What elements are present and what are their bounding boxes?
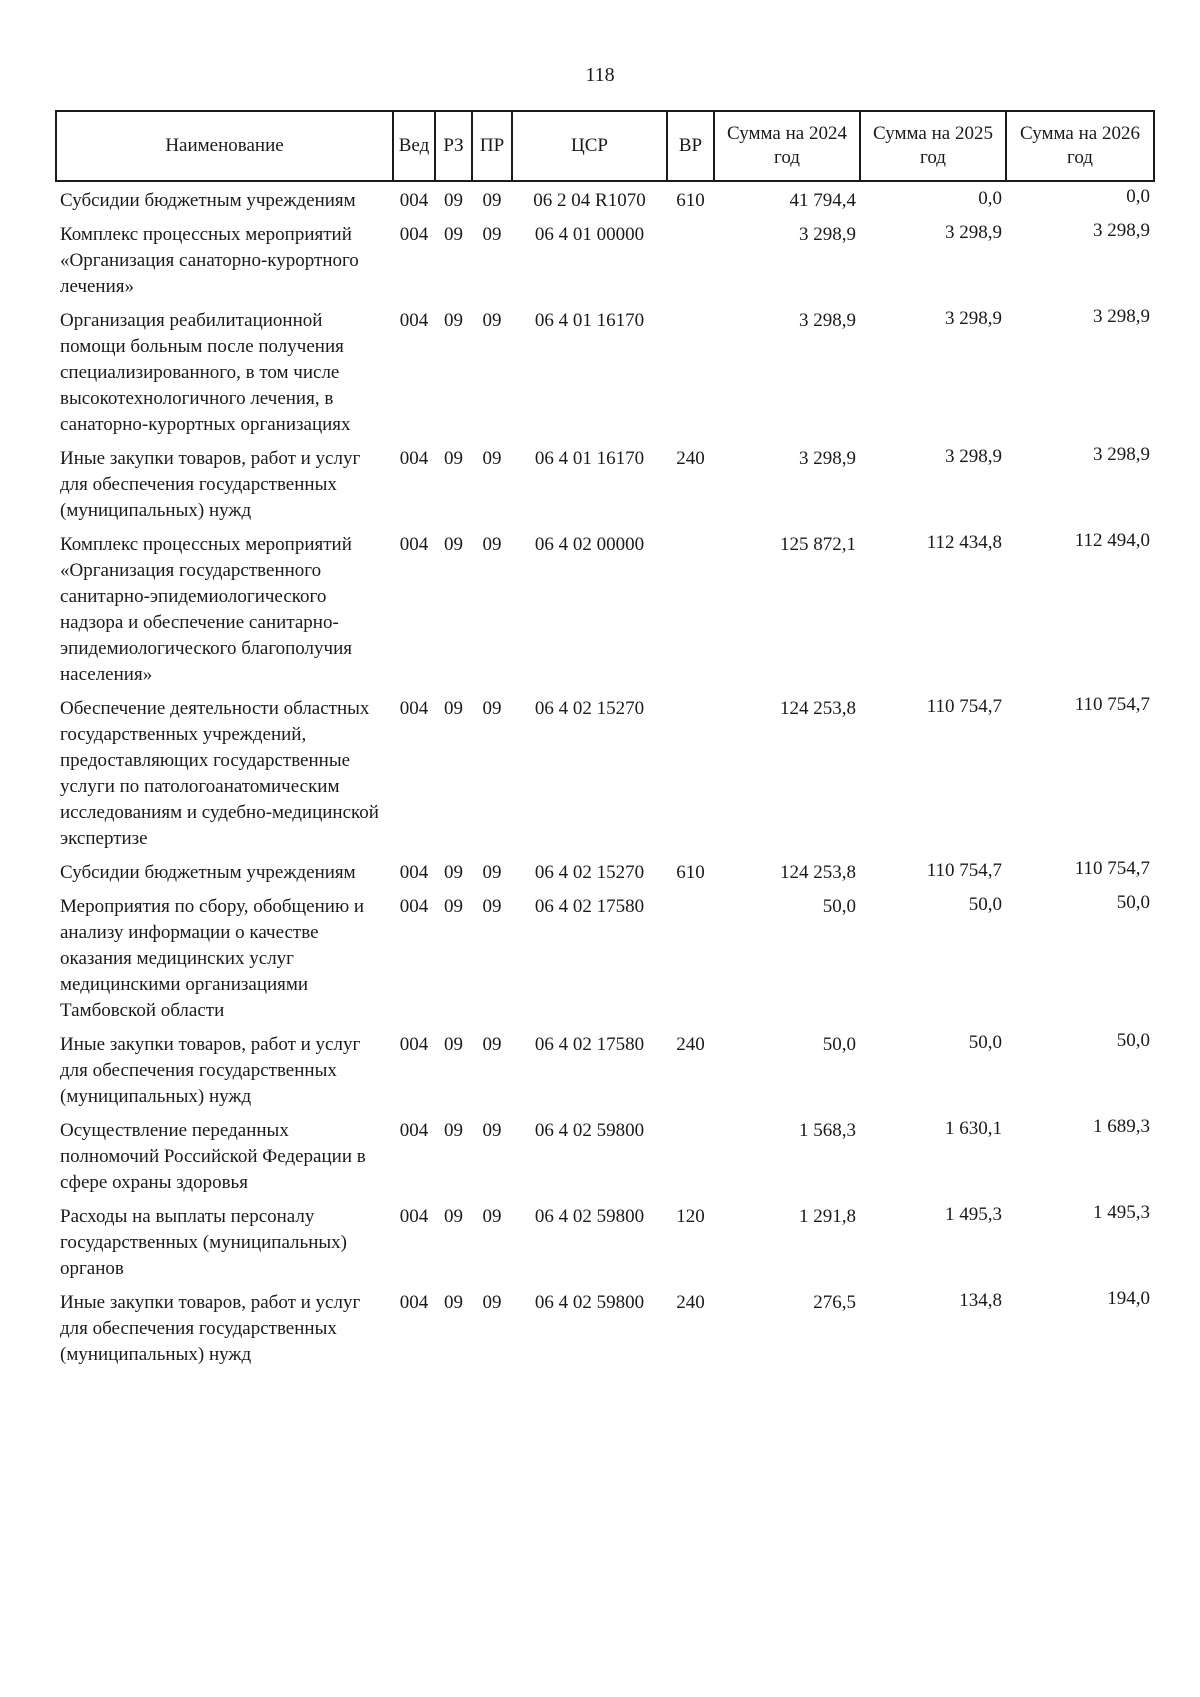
row-sum-2024: 276,5 <box>813 1292 856 1313</box>
row-vr <box>667 1112 714 1198</box>
row-vr: 120 <box>676 1206 705 1227</box>
table-row <box>56 216 1154 302</box>
row-ved: 004 <box>399 190 429 211</box>
row-name: Иные закупки товаров, работ и услуг для обеспечения государственных (муниципальных) нужд <box>60 1292 361 1365</box>
row-rz: 09 <box>444 698 463 719</box>
header-rz: РЗ <box>435 111 472 181</box>
row-sum-2025: 50,0 <box>968 1032 1002 1053</box>
header-name: Наименование <box>56 111 393 181</box>
row-pr: 09 <box>482 224 502 245</box>
row-sum-2024: 1 291,8 <box>799 1206 856 1227</box>
row-name: Комплекс процессных мероприятий «Организация государственного санитарно-эпидемиологического надзора и обеспечение санитарно-эпидемиологического благополучия населения» <box>60 534 352 685</box>
row-pr: 09 <box>482 1206 502 1227</box>
row-sum-2026: 194,0 <box>1107 1288 1150 1309</box>
row-ved: 004 <box>399 698 429 719</box>
row-pr: 09 <box>482 1120 502 1141</box>
row-rz: 09 <box>444 896 463 917</box>
row-sum-2026: 50,0 <box>1116 892 1150 913</box>
table-row <box>56 181 1154 216</box>
row-name: Организация реабилитационной помощи больным после получения специализированного, в том числе высокотехнологичного лечения, в санаторно-курортных организациях <box>60 310 351 435</box>
row-vr <box>667 690 714 854</box>
row-sum-2025: 0,0 <box>978 188 1002 209</box>
row-ved: 004 <box>399 1206 429 1227</box>
row-sum-2025: 110 754,7 <box>926 696 1002 717</box>
row-sum-2026: 112 494,0 <box>1074 530 1150 551</box>
row-rz: 09 <box>444 448 463 469</box>
row-rz: 09 <box>444 224 463 245</box>
row-ved: 004 <box>399 1034 429 1055</box>
row-sum-2026: 1 689,3 <box>1093 1116 1150 1137</box>
table-row <box>56 1284 1154 1370</box>
row-name: Субсидии бюджетным учреждениям <box>60 190 356 211</box>
row-rz: 09 <box>444 1120 463 1141</box>
header-sum-2025: Сумма на 2025 год <box>860 111 1006 181</box>
row-sum-2025: 3 298,9 <box>945 222 1002 243</box>
row-sum-2026: 3 298,9 <box>1093 306 1150 327</box>
row-ved: 004 <box>399 310 429 331</box>
row-vr: 610 <box>676 862 705 883</box>
row-vr <box>667 302 714 440</box>
row-ved: 004 <box>399 534 429 555</box>
row-csr: 06 4 02 15270 <box>534 698 645 719</box>
row-sum-2026: 3 298,9 <box>1093 444 1150 465</box>
row-name: Обеспечение деятельности областных государственных учреждений, предоставляющих государственные услуги по патологоанатомическим исследованиям и судебно-медицинской экспертизе <box>60 698 379 849</box>
row-rz: 09 <box>444 1292 463 1313</box>
row-sum-2026: 1 495,3 <box>1093 1202 1150 1223</box>
table-row <box>56 302 1154 440</box>
row-sum-2025: 134,8 <box>959 1290 1002 1311</box>
row-pr: 09 <box>482 190 502 211</box>
row-vr: 240 <box>676 1034 705 1055</box>
row-pr: 09 <box>482 1292 502 1313</box>
row-rz: 09 <box>444 862 463 883</box>
row-sum-2026: 110 754,7 <box>1074 694 1150 715</box>
row-sum-2025: 3 298,9 <box>945 446 1002 467</box>
row-sum-2024: 41 794,4 <box>789 190 856 211</box>
row-csr: 06 4 01 16170 <box>534 310 645 331</box>
row-vr: 240 <box>676 1292 705 1313</box>
row-sum-2024: 1 568,3 <box>799 1120 856 1141</box>
row-rz: 09 <box>444 190 463 211</box>
row-name: Иные закупки товаров, работ и услуг для обеспечения государственных (муниципальных) нужд <box>60 1034 361 1107</box>
row-csr: 06 4 02 59800 <box>534 1292 645 1313</box>
row-rz: 09 <box>444 310 463 331</box>
row-csr: 06 4 02 00000 <box>534 534 645 555</box>
row-pr: 09 <box>482 862 502 883</box>
row-pr: 09 <box>482 448 502 469</box>
table-body <box>56 181 1154 1370</box>
table-row <box>56 1198 1154 1284</box>
table-row <box>56 526 1154 690</box>
row-csr: 06 2 04 R1070 <box>533 190 646 211</box>
row-name: Осуществление переданных полномочий Российской Федерации в сфере охраны здоровья <box>60 1120 366 1193</box>
table-row <box>56 854 1154 888</box>
row-ved: 004 <box>399 1120 429 1141</box>
row-rz: 09 <box>444 1206 463 1227</box>
row-name: Расходы на выплаты персоналу государственных (муниципальных) органов <box>60 1206 347 1279</box>
row-csr: 06 4 01 16170 <box>534 448 645 469</box>
row-pr: 09 <box>482 1034 502 1055</box>
table-row <box>56 440 1154 526</box>
row-sum-2024: 3 298,9 <box>799 448 856 469</box>
row-sum-2024: 124 253,8 <box>780 862 856 883</box>
row-pr: 09 <box>482 698 502 719</box>
row-sum-2025: 3 298,9 <box>945 308 1002 329</box>
row-ved: 004 <box>399 224 429 245</box>
row-ved: 004 <box>399 1292 429 1313</box>
header-ved: Вед <box>393 111 435 181</box>
row-vr: 610 <box>676 190 705 211</box>
row-csr: 06 4 02 17580 <box>534 896 645 917</box>
budget-table <box>55 110 1155 1370</box>
header-csr: ЦСР <box>512 111 667 181</box>
row-name: Мероприятия по сбору, обобщению и анализу информации о качестве оказания медицинских услуг медицинскими организациями Тамбовской области <box>60 896 365 1021</box>
header-sum-2024: Сумма на 2024 год <box>714 111 860 181</box>
row-name: Комплекс процессных мероприятий «Организация санаторно-курортного лечения» <box>60 224 359 297</box>
row-csr: 06 4 02 15270 <box>534 862 645 883</box>
row-sum-2024: 3 298,9 <box>799 224 856 245</box>
row-sum-2025: 112 434,8 <box>926 532 1002 553</box>
row-ved: 004 <box>399 862 429 883</box>
row-csr: 06 4 02 17580 <box>534 1034 645 1055</box>
row-sum-2024: 50,0 <box>822 1034 856 1055</box>
row-sum-2024: 3 298,9 <box>799 310 856 331</box>
page-number: 118 <box>585 64 615 86</box>
row-sum-2024: 50,0 <box>822 896 856 917</box>
row-sum-2024: 125 872,1 <box>780 534 856 555</box>
row-csr: 06 4 02 59800 <box>534 1120 645 1141</box>
row-vr <box>667 526 714 690</box>
row-vr <box>667 216 714 302</box>
table-row <box>56 888 1154 1026</box>
table-row <box>56 690 1154 854</box>
row-sum-2025: 1 495,3 <box>945 1204 1002 1225</box>
row-pr: 09 <box>482 310 502 331</box>
row-pr: 09 <box>482 896 502 917</box>
row-pr: 09 <box>482 534 502 555</box>
row-sum-2024: 124 253,8 <box>780 698 856 719</box>
row-vr: 240 <box>676 448 705 469</box>
row-name: Субсидии бюджетным учреждениям <box>60 862 356 883</box>
row-csr: 06 4 01 00000 <box>534 224 645 245</box>
row-sum-2025: 1 630,1 <box>945 1118 1002 1139</box>
table-header <box>56 111 1154 181</box>
header-vr: ВР <box>667 111 714 181</box>
header-pr: ПР <box>472 111 512 181</box>
table-row <box>56 1112 1154 1198</box>
row-ved: 004 <box>399 448 429 469</box>
row-sum-2026: 110 754,7 <box>1074 858 1150 879</box>
row-csr: 06 4 02 59800 <box>534 1206 645 1227</box>
header-sum-2026: Сумма на 2026 год <box>1006 111 1154 181</box>
row-vr <box>667 888 714 1026</box>
row-rz: 09 <box>444 534 463 555</box>
table-row <box>56 1026 1154 1112</box>
row-ved: 004 <box>399 896 429 917</box>
row-sum-2025: 50,0 <box>968 894 1002 915</box>
row-sum-2026: 3 298,9 <box>1093 220 1150 241</box>
row-rz: 09 <box>444 1034 463 1055</box>
row-sum-2026: 0,0 <box>1126 186 1150 207</box>
row-sum-2025: 110 754,7 <box>926 860 1002 881</box>
row-sum-2026: 50,0 <box>1116 1030 1150 1051</box>
row-name: Иные закупки товаров, работ и услуг для обеспечения государственных (муниципальных) нужд <box>60 448 361 521</box>
